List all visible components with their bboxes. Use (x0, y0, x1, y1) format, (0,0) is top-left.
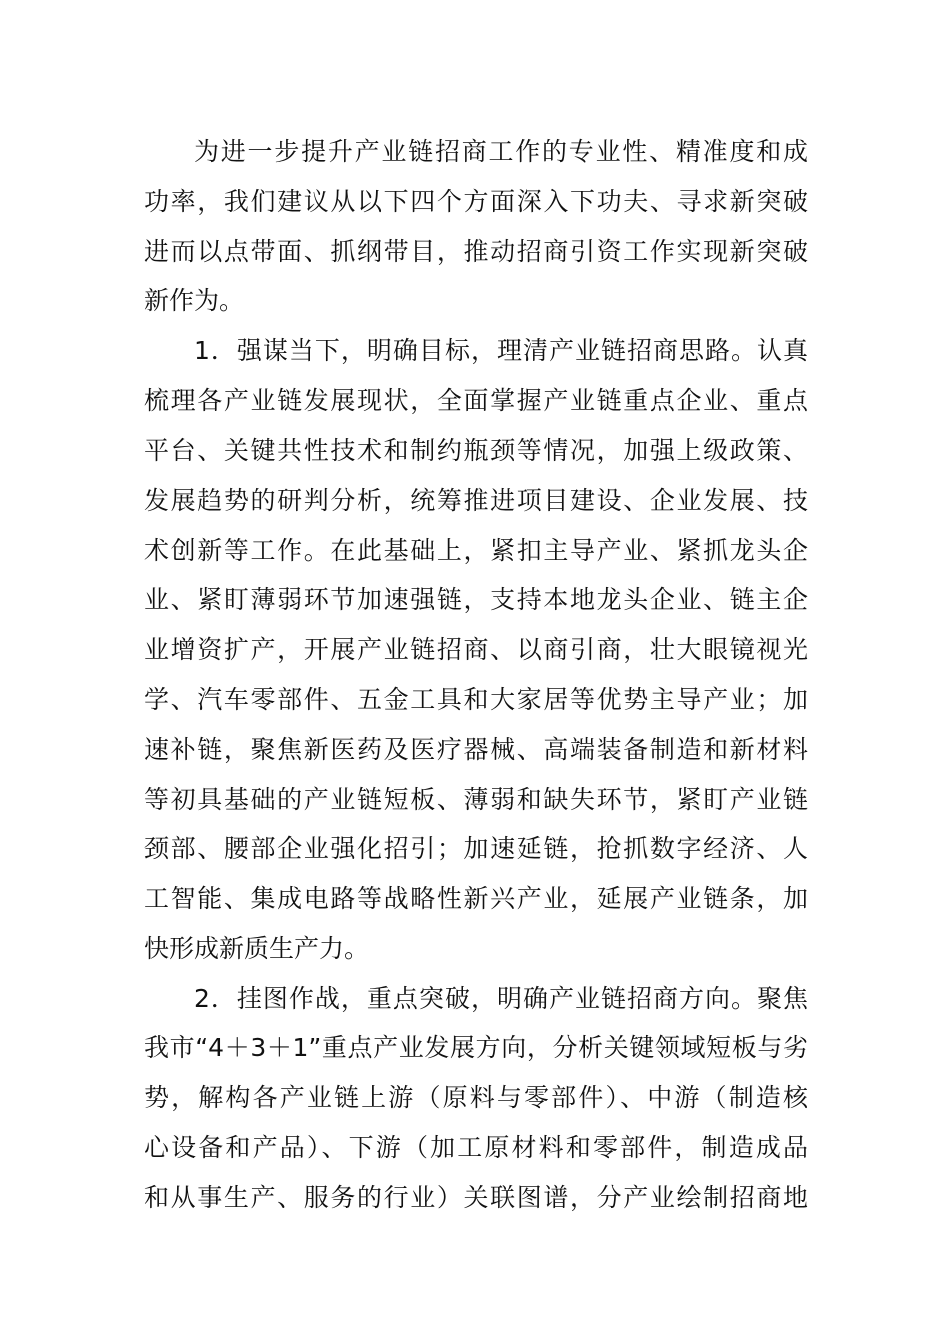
paragraph-2-line-9: 速补链，聚焦新医药及医疗器械、高端装备制造和新材料 (144, 735, 808, 764)
paragraph-2-line-6: 业、紧盯薄弱环节加速强链，支持本地龙头企业、链主企 (144, 585, 808, 614)
paragraph-1-line-4: 新作为。 (144, 286, 245, 315)
paragraph-3-line-1: 2．挂图作战，重点突破，明确产业链招商方向。聚焦 (194, 984, 808, 1013)
paragraph-2-line-1: 1．强谋当下，明确目标，理清产业链招商思路。认真 (194, 336, 808, 365)
paragraph-3-line-4: 心设备和产品）、下游（加工原材料和零部件，制造成品 (144, 1133, 808, 1162)
paragraph-2-line-4: 发展趋势的研判分析，统筹推进项目建设、企业发展、技 (144, 486, 808, 515)
paragraph-3-line-5: 和从事生产、服务的行业）关联图谱，分产业绘制招商地 (144, 1183, 808, 1212)
paragraph-2-line-3: 平台、关键共性技术和制约瓶颈等情况，加强上级政策、 (144, 436, 808, 465)
paragraph-1-line-3: 进而以点带面、抓纲带目，推动招商引资工作实现新突破 (144, 237, 808, 266)
paragraph-1-line-2: 功率，我们建议从以下四个方面深入下功夫、寻求新突破 (144, 187, 808, 216)
paragraph-2-line-5: 术创新等工作。在此基础上，紧扣主导产业、紧抓龙头企 (144, 536, 808, 565)
paragraph-2-line-12: 工智能、集成电路等战略性新兴产业，延展产业链条，加 (144, 884, 808, 913)
paragraph-2-line-10: 等初具基础的产业链短板、薄弱和缺失环节，紧盯产业链 (144, 785, 808, 814)
paragraph-2-line-11: 颈部、腰部企业强化招引；加速延链，抢抓数字经济、人 (144, 834, 808, 863)
paragraph-3-line-2: 我市“4＋3＋1”重点产业发展方向，分析关键领域短板与劣 (144, 1033, 808, 1062)
paragraph-2-line-8: 学、汽车零部件、五金工具和大家居等优势主导产业；加 (144, 685, 808, 714)
paragraph-2-line-13: 快形成新质生产力。 (144, 934, 370, 963)
paragraph-2-line-7: 业增资扩产，开展产业链招商、以商引商，壮大眼镜视光 (144, 635, 808, 664)
paragraph-2-line-2: 梳理各产业链发展现状，全面掌握产业链重点企业、重点 (144, 386, 808, 415)
paragraph-3-line-3: 势，解构各产业链上游（原料与零部件）、中游（制造核 (144, 1083, 808, 1112)
paragraph-1-line-1: 为进一步提升产业链招商工作的专业性、精准度和成 (194, 137, 808, 166)
